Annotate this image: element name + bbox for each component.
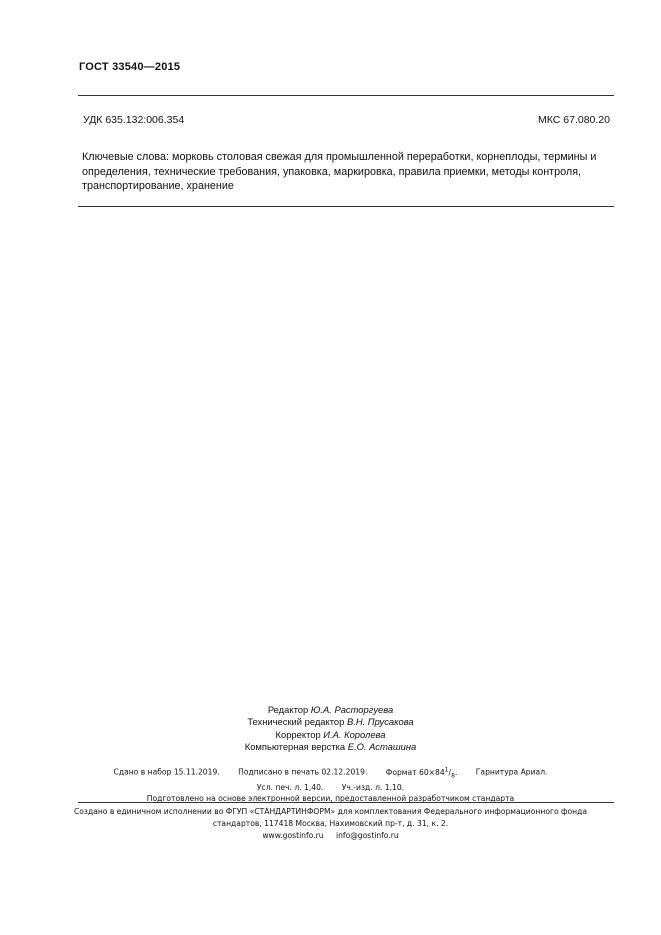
credit-layout: [0, 741, 661, 753]
keywords-paragraph: Ключевые слова: морковь столовая свежая для промышленной переработки, корнеплоды, термины и определения, технические требования, упаковка, маркировка, правила приемки, методы контроля, транспортирование, хранение: [82, 151, 597, 192]
print-sheets: Усл. печ. л. 1,40.: [256, 782, 324, 792]
website-link[interactable]: www.gostinfo.ru: [262, 831, 324, 840]
email-link[interactable]: info@gostinfo.ru: [335, 831, 399, 840]
credit-role: Компьютерная верстка: [244, 740, 346, 752]
credit-tech-editor: [0, 716, 661, 728]
credit-proofreader: [0, 729, 661, 741]
credit-name: Е.О. Асташина: [347, 740, 417, 752]
footer-block: [0, 806, 661, 842]
credit-editor: [0, 704, 661, 716]
paper-format: Формат $60\times 84^1/_8$.: [385, 766, 458, 780]
document-code: ГОСТ 33540—2015: [79, 61, 181, 73]
credits-block: [0, 704, 661, 753]
footer-line-1: Создано в единичном исполнении во ФГУП «СТАНДАРТИНФОРМ» для комплектования Федерального информационного фонда: [73, 807, 588, 816]
typeface: Гарнитура Ариал.: [475, 767, 548, 777]
keywords-divider: [78, 206, 614, 207]
footer-divider: [78, 802, 614, 803]
publication-info: [0, 764, 661, 805]
credit-name: Ю.А. Расторгуева: [310, 704, 394, 715]
top-divider: [78, 95, 614, 96]
footer-line-2: стандартов, 117418 Москва, Нахимовский пр-т, д. 31, к. 2.: [212, 819, 449, 828]
footer-contacts: [0, 830, 661, 842]
credit-role: Технический редактор: [247, 716, 345, 728]
signed-date: Подписано в печать 02.12.2019.: [238, 767, 368, 777]
credit-name: В.Н. Прусакова: [346, 716, 414, 728]
publication-line-2: [0, 782, 661, 794]
prepared-note: Подготовлено на основе электронной версии, предоставленной разработчиком стандарта: [146, 794, 515, 804]
credit-role: Корректор: [275, 728, 321, 740]
submitted-date: Сдано в набор 15.11.2019.: [113, 767, 220, 777]
mks-code: МКС 67.080.20: [538, 114, 610, 126]
publication-line-1: [0, 764, 661, 782]
credit-name: И.А. Королева: [323, 728, 386, 740]
publisher-sheets: Уч.-изд. л. 1,10.: [341, 782, 405, 792]
udk-code: УДК 635.132:006.354: [83, 114, 185, 126]
credit-role: Редактор: [267, 704, 309, 715]
